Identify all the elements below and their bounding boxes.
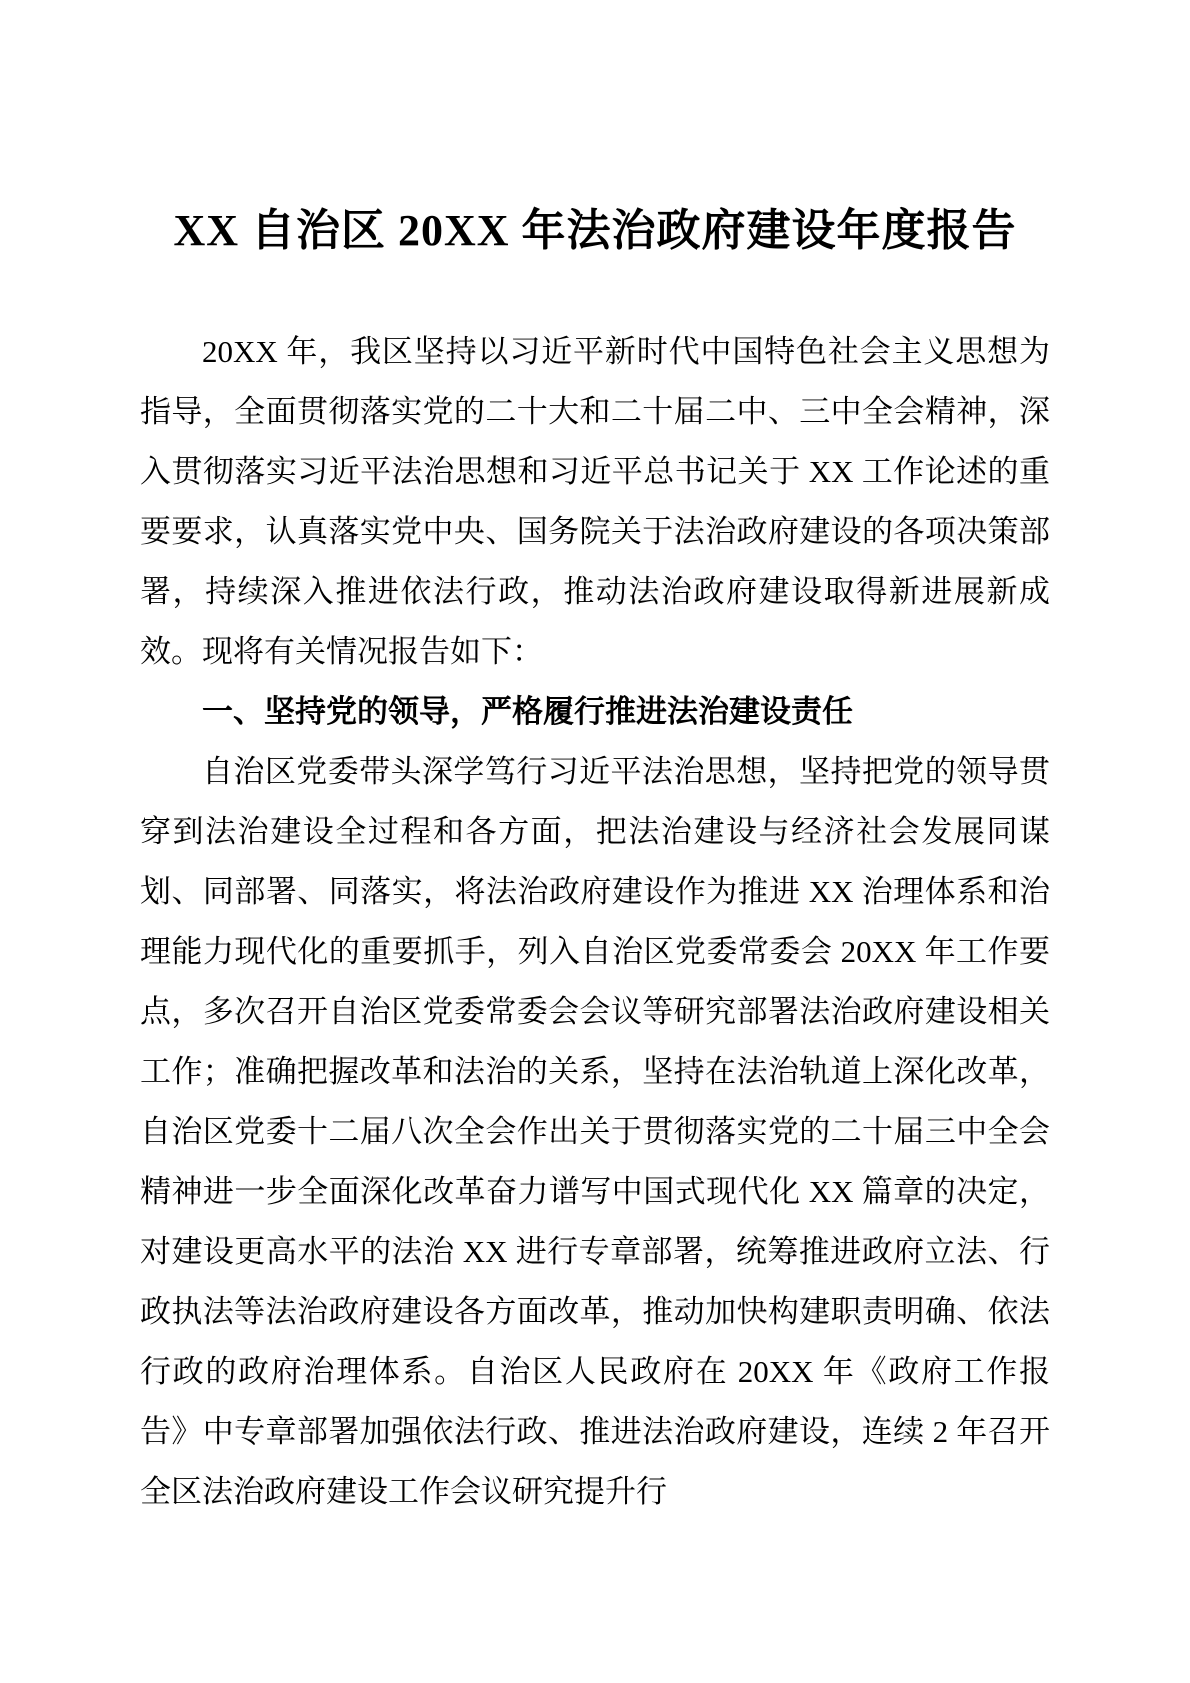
- section-1-paragraph: 自治区党委带头深学笃行习近平法治思想，坚持把党的领导贯穿到法治建设全过程和各方面，把法治建设与经济社会发展同谋划、同部署、同落实，将法治政府建设作为推进 XX 治理体系和治理能力现代化的重要抓手，列入自治区党委常委会 20XX 年工作要点，多次召开自治区党委常委会会议等研究部署法治政府建设相关工作；准确把握改革和法治的关系，坚持在法治轨道上深化改革，自治区党委十二届八次全会作出关于贯彻落实党的二十届三中全会精神进一步全面深化改革奋力谱写中国式现代化 XX 篇章的决定，对建设更高水平的法治 XX 进行专章部署，统筹推进政府立法、行政执法等法治政府建设各方面改革，推动加快构建职责明确、依法行政的政府治理体系。自治区人民政府在 20XX 年《政府工作报告》中专章部署加强依法行政、推进法治政府建设，连续 2 年召开全区法治政府建设工作会议研究提升行: [140, 754, 1050, 1509]
- intro-paragraph: 20XX 年，我区坚持以习近平新时代中国特色社会主义思想为指导，全面贯彻落实党的二十大和二十届二中、三中全会精神，深入贯彻落实习近平法治思想和习近平总书记关于 XX 工作论述的重要要求，认真落实党中央、国务院关于法治政府建设的各项决策部署，持续深入推进依法行政，推动法治政府建设取得新进展新成效。现将有关情况报告如下：: [140, 334, 1050, 669]
- section-1-heading: 一、坚持党的领导，严格履行推进法治建设责任: [202, 694, 853, 729]
- document-title: XX 自治区 20XX 年法治政府建设年度报告: [173, 206, 1017, 255]
